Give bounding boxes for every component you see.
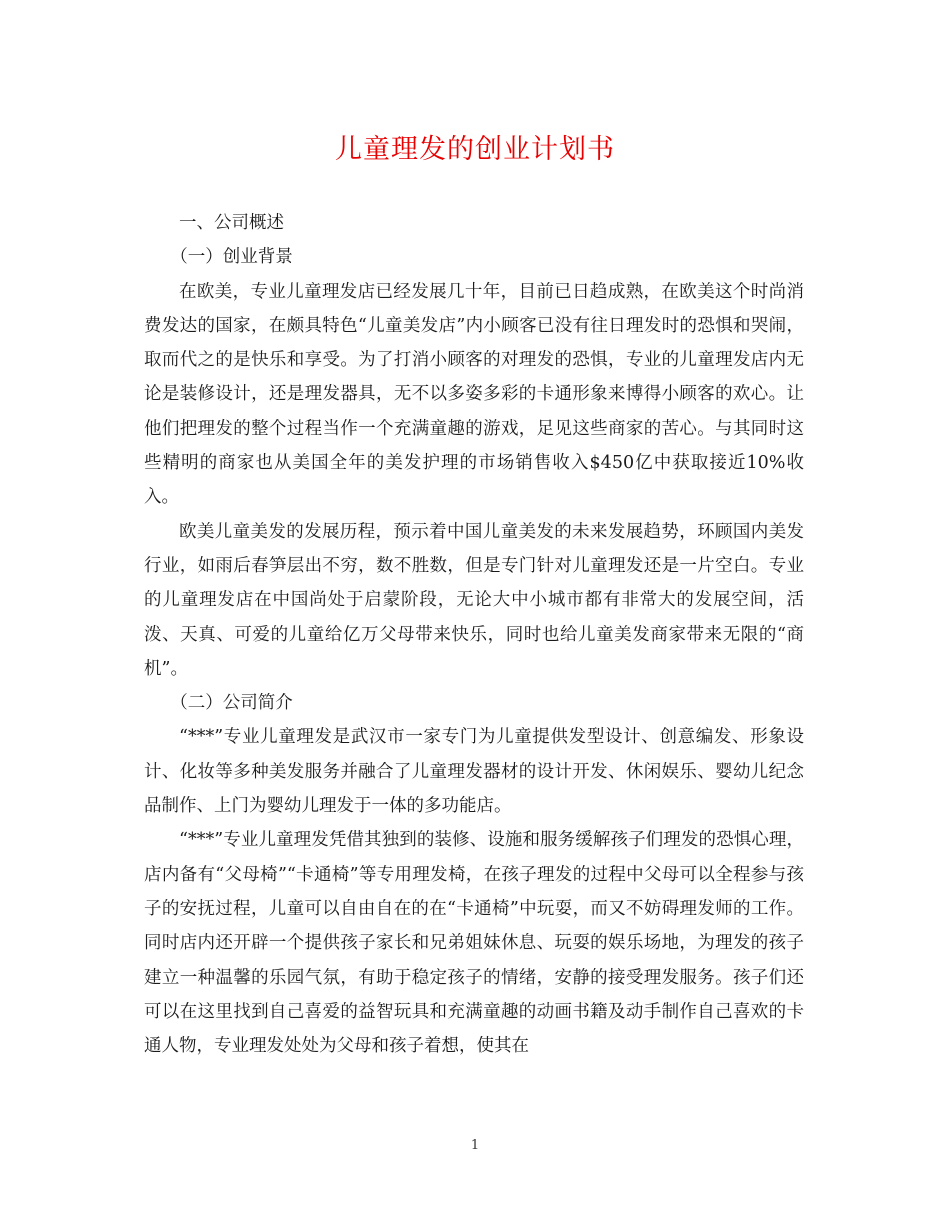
subsection-heading: （二）公司简介 xyxy=(170,693,293,714)
document-body xyxy=(144,206,804,1063)
document-title: 儿童理发的创业计划书 xyxy=(335,134,615,165)
subsection-heading: （一）创业背景 xyxy=(170,247,293,268)
page-number: 1 xyxy=(470,1138,480,1153)
paragraph: “***”专业儿童理发是武汉市一家专门为儿童提供发型设计、创意编发、形象设计、化妆等多种美发服务并融合了儿童理发器材的设计开发、休闲娱乐、婴幼儿纪念品制作、上门为婴幼儿理发于一体的多功能店。 xyxy=(144,727,804,817)
paragraph: “***”专业儿童理发凭借其独到的装修、设施和服务缓解孩子们理发的恐惧心理，店内备有“父母椅”“卡通椅”等专用理发椅，在孩子理发的过程中父母可以全程参与孩子的安抚过程，儿童可以自由自在的在“卡通椅”中玩耍，而又不妨碍理发师的工作。同时店内还开辟一个提供孩子家长和兄弟姐妹休息、玩耍的娱乐场地，为理发的孩子建立一种温馨的乐园气氛，有助于稳定孩子的情绪，安静的接受理发服务。孩子们还可以在这里找到自己喜爱的益智玩具和充满童趣的动画书籍及动手制作自己喜欢的卡通人物，专业理发处处为父母和孩子着想，使其在 xyxy=(144,830,804,1057)
paragraph: 欧美儿童美发的发展历程，预示着中国儿童美发的未来发展趋势，环顾国内美发行业，如雨后春笋层出不穷，数不胜数，但是专门针对儿童理发还是一片空白。专业的儿童理发店在中国尚处于启蒙阶段，无论大中小城市都有非常大的发展空间，活泼、天真、可爱的儿童给亿万父母带来快乐，同时也给儿童美发商家带来无限的“商机”。 xyxy=(144,521,804,679)
paragraph: 在欧美，专业儿童理发店已经发展几十年，目前已日趋成熟，在欧美这个时尚消费发达的国家，在颇具特色“儿童美发店”内小顾客已没有往日理发时的恐惧和哭闹，取而代之的是快乐和享受。为了打消小顾客的对理发的恐惧，专业的儿童理发店内无论是装修设计，还是理发器具，无不以多姿多彩的卡通形象来博得小顾客的欢心。让他们把理发的整个过程当作一个充满童趣的游戏，足见这些商家的苦心。与其同时这些精明的商家也从美国全年的美发护理的市场销售收入$450亿中获取接近10%收入。 xyxy=(144,281,804,508)
section-heading: 一、公司概述 xyxy=(179,213,284,233)
